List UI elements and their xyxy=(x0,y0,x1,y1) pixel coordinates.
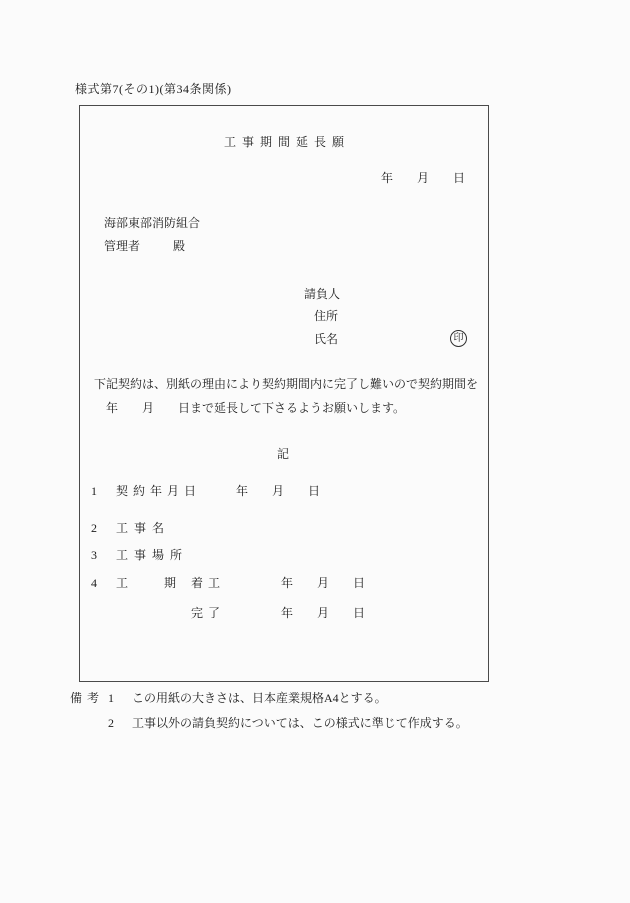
note1-number: 1 xyxy=(108,691,114,705)
address-label: 住所 xyxy=(314,309,339,323)
seal-stamp-icon: 印 xyxy=(450,330,467,347)
item1-label-contract-date: 契約年月日 xyxy=(116,484,202,498)
addressee-organization: 海部東部消防組合 xyxy=(104,216,201,230)
body-text-line2: 年 月 日まで延長して下さるようお願いします。 xyxy=(106,401,406,415)
document-title: 工 事 期 間 延 長 願 xyxy=(223,135,344,149)
item4-number: 4 xyxy=(91,576,97,590)
body-text-line1: 下記契約は、別紙の理由により契約期間内に完了し難いので契約期間を xyxy=(94,377,479,391)
contractor-label: 請負人 xyxy=(304,287,341,301)
record-heading: 記 xyxy=(276,447,291,461)
item4-end-label: 完了 xyxy=(191,606,226,620)
notes-heading: 備考 xyxy=(70,691,105,705)
item2-number: 2 xyxy=(91,521,97,535)
item1-number: 1 xyxy=(91,484,97,498)
item4-end-date-blanks: 年 月 日 xyxy=(281,606,366,620)
item3-number: 3 xyxy=(91,548,97,562)
addressee-role: 管理者 xyxy=(104,239,141,253)
item4-start-label: 着工 xyxy=(191,576,226,590)
item1-date-blanks: 年 月 日 xyxy=(236,484,321,498)
name-label: 氏名 xyxy=(314,332,339,346)
addressee-honorific: 殿 xyxy=(173,239,186,253)
submission-date-line: 年 月 日 xyxy=(381,171,466,185)
note2-number: 2 xyxy=(108,716,114,730)
note1-text: この用紙の大きさは、日本産業規格A4とする。 xyxy=(132,691,387,705)
note2-text: 工事以外の請負契約については、この様式に準じて作成する。 xyxy=(132,716,468,730)
item4-label-construction-period: 工 期 xyxy=(116,576,177,590)
form-border-box xyxy=(79,105,489,682)
form-number-label: 様式第7(その1)(第34条関係) xyxy=(75,82,232,96)
item2-label-construction-name: 工 事 名 xyxy=(116,521,165,535)
item4-start-date-blanks: 年 月 日 xyxy=(281,576,366,590)
item3-label-construction-site: 工 事 場 所 xyxy=(116,548,183,562)
